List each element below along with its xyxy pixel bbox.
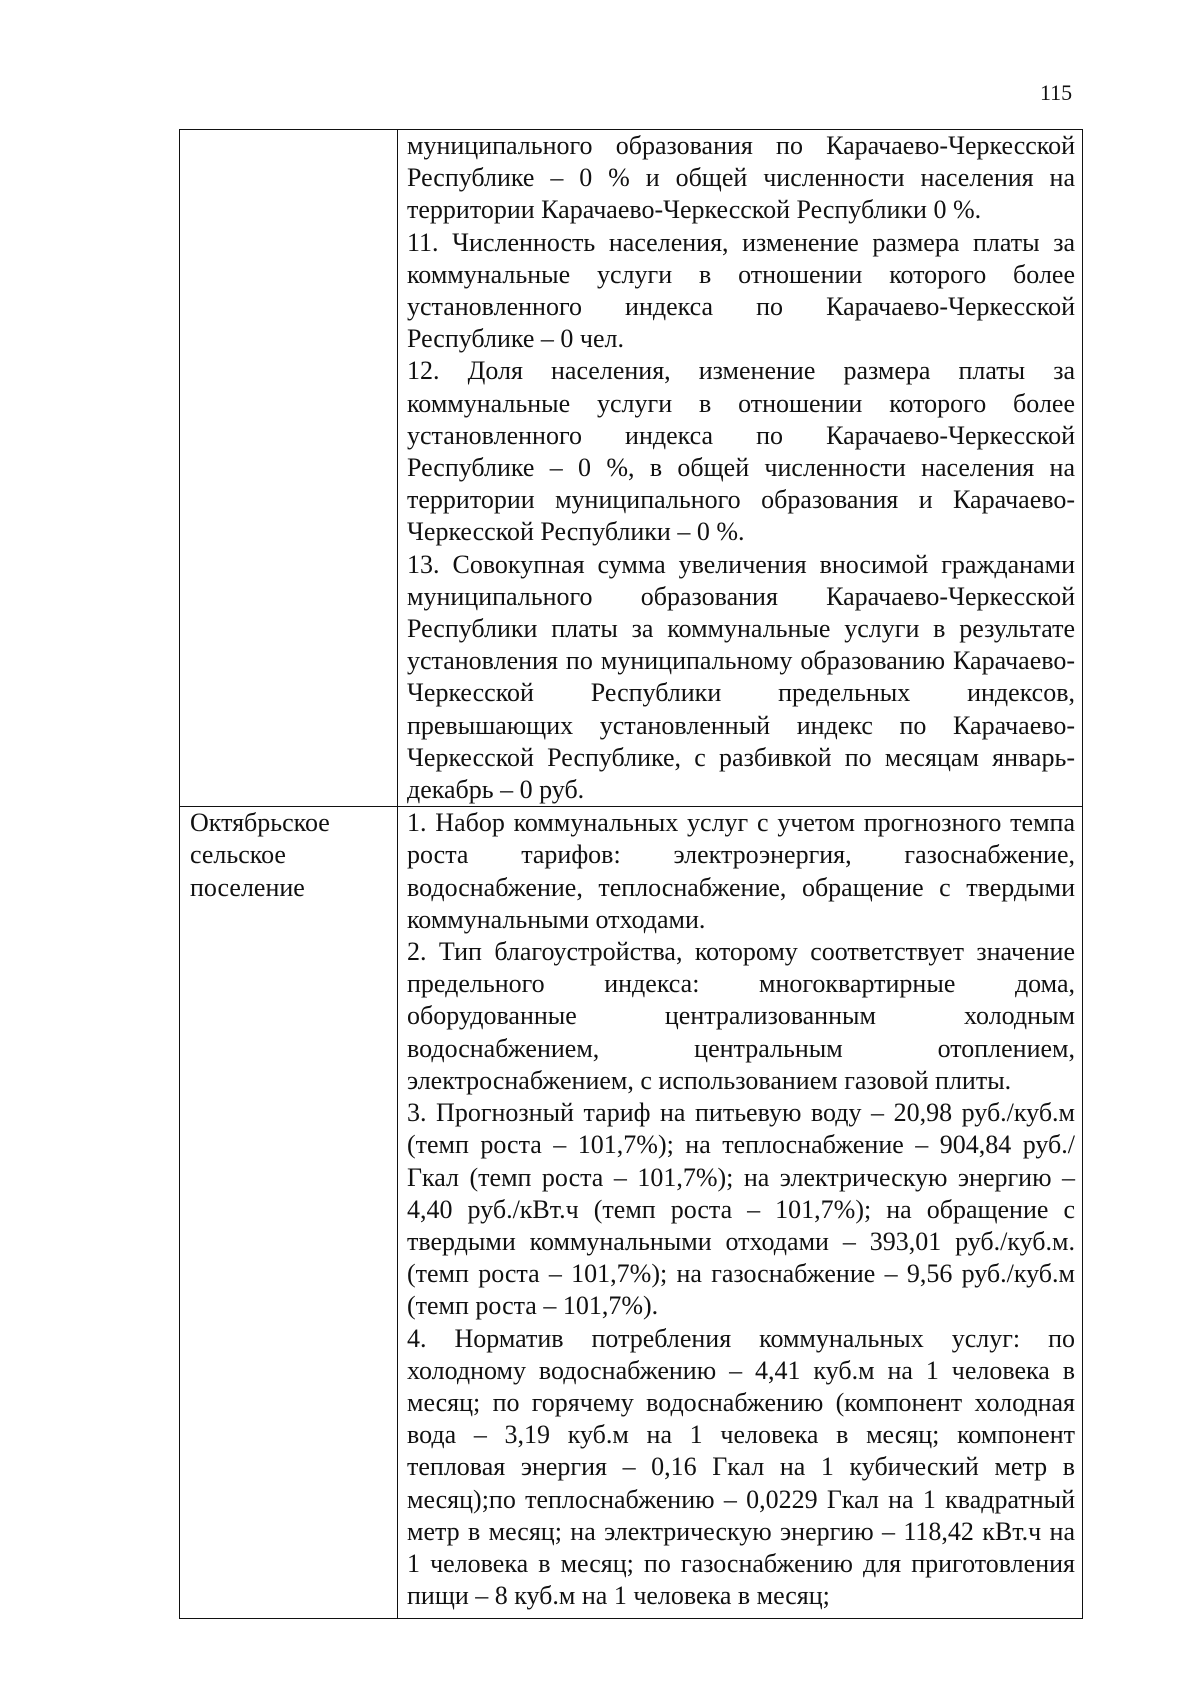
description-cell: [398, 807, 1083, 1619]
paragraph: 13. Совокупная сумма увеличения вносимой гражданами муниципального образования Карачаево-Черкесской Республики платы за коммунальные услуги в результате установления по муниципальному образованию Карачаево-Черкесской Республики предельных индексов, превышающих установленный индекс по Карачаево-Черкесской Республике, с разбивкой по месяцам январь-декабрь – 0 руб.: [407, 549, 1075, 805]
table-row: [180, 130, 1083, 807]
indices-table: [179, 129, 1083, 1619]
municipality-cell: [180, 130, 398, 807]
table-row: [180, 807, 1083, 1619]
municipality-name-line: Октябрьское: [190, 808, 330, 838]
municipality-name-line: поселение: [190, 872, 305, 902]
paragraph: 4. Норматив потребления коммунальных услуг: по холодному водоснабжению – 4,41 куб.м на 1 человека в месяц; по горячему водоснабжению (компонент холодная вода – 3,19 куб.м на 1 человека в месяц; компонент тепловая энергия – 0,16 Гкал на 1 кубический метр в месяц);по теплоснабжению – 0,0229 Гкал на 1 квадратный метр в месяц; на электрическую энергию – 118,42 кВт.ч на 1 человека в месяц; по газоснабжению для приготовления пищи – 8 куб.м на 1 человека в месяц;: [407, 1323, 1075, 1611]
paragraph: муниципального образования по Карачаево-Черкесской Республике – 0 % и общей численности населения на территории Карачаево-Черкесской Республики 0 %.: [407, 131, 1075, 225]
page-number: 115: [1040, 80, 1073, 105]
paragraph: 12. Доля населения, изменение размера платы за коммунальные услуги в отношении которого более установленного индекса по Карачаево-Черкесской Республике – 0 %, в общей численности населения на территории муниципального образования и Карачаево-Черкесской Республики – 0 %.: [407, 356, 1075, 547]
description-cell: [398, 130, 1083, 807]
paragraph: 11. Численность населения, изменение размера платы за коммунальные услуги в отношении которого более установленного индекса по Карачаево-Черкесской Республике – 0 чел.: [407, 227, 1075, 354]
paragraph: 1. Набор коммунальных услуг с учетом прогнозного темпа роста тарифов: электроэнергия, газоснабжение, водоснабжение, теплоснабжение, обращение с твердыми коммунальными отходами.: [407, 808, 1075, 934]
municipality-name-line: сельское: [190, 840, 286, 870]
municipality-cell: [180, 807, 398, 1619]
paragraph: 3. Прогнозный тариф на питьевую воду – 20,98 руб./куб.м (темп роста – 101,7%); на теплоснабжение – 904,84 руб./Гкал (темп роста – 101,7%); на электрическую энергию – 4,40 руб./кВт.ч (темп роста – 101,7%); на обращение с твердыми коммунальными отходами – 393,01 руб./куб.м. (темп роста – 101,7%); на газоснабжение – 9,56 руб./куб.м (темп роста – 101,7%).: [407, 1098, 1075, 1321]
paragraph: 2. Тип благоустройства, которому соответствует значение предельного индекса: многоквартирные дома, оборудованные централизованным холодным водоснабжением, центральным отоплением, электроснабжением, с использованием газовой плиты.: [407, 937, 1075, 1095]
